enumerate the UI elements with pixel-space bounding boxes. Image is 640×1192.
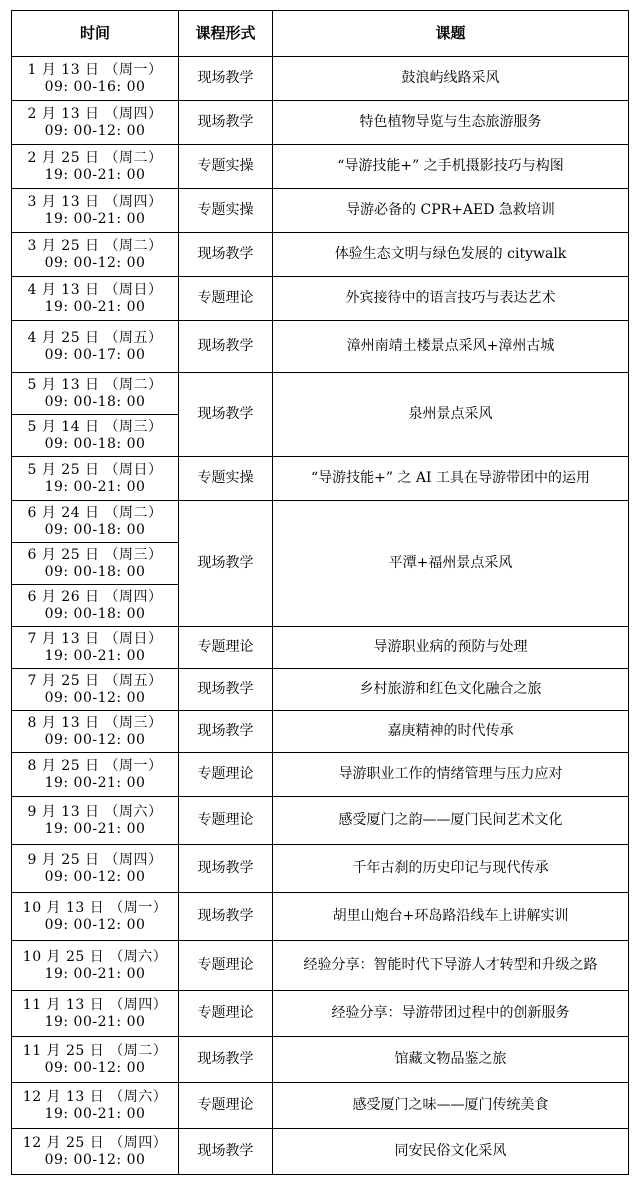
topic-cell: 胡里山炮台+环岛路沿线车上讲解实训: [273, 893, 629, 941]
topic-cell: “导游技能+” 之手机摄影技巧与构图: [273, 145, 629, 189]
date-cell: 11 月 13 日 （周四） 19: 00-21: 00: [12, 991, 179, 1037]
date-cell: 9 月 25 日 （周四） 09: 00-12: 00: [12, 845, 179, 893]
date-cell: 10 月 25 日 （周六） 19: 00-21: 00: [12, 941, 179, 991]
date-cell: 12 月 13 日 （周六） 19: 00-21: 00: [12, 1083, 179, 1129]
format-cell: 专题实操: [179, 457, 273, 501]
format-cell: 专题理论: [179, 753, 273, 797]
table-row: [12, 373, 629, 415]
date-cell: 6 月 25 日 （周三） 09: 00-18: 00: [12, 543, 179, 585]
topic-cell: 千年古刹的历史印记与现代传承: [273, 845, 629, 893]
date-cell: 2 月 25 日 （周二） 19: 00-21: 00: [12, 145, 179, 189]
date-cell: 4 月 25 日 （周五） 09: 00-17: 00: [12, 321, 179, 373]
table-row: [12, 457, 629, 501]
table-row: [12, 669, 629, 711]
topic-cell: 导游必备的 CPR+AED 急救培训: [273, 189, 629, 233]
format-cell: 现场教学: [179, 711, 273, 753]
date-cell: 12 月 25 日 （周四） 09: 00-12: 00: [12, 1129, 179, 1175]
course-schedule-table: [11, 10, 629, 1175]
table-row: [12, 941, 629, 991]
topic-cell: 乡村旅游和红色文化融合之旅: [273, 669, 629, 711]
format-cell: 专题理论: [179, 797, 273, 845]
date-cell: 5 月 25 日 （周日） 19: 00-21: 00: [12, 457, 179, 501]
format-cell: 现场教学: [179, 1129, 273, 1175]
format-cell: 专题理论: [179, 277, 273, 321]
date-cell: 2 月 13 日 （周四） 09: 00-12: 00: [12, 101, 179, 145]
table-row: [12, 101, 629, 145]
format-cell: 专题实操: [179, 189, 273, 233]
format-cell: 现场教学: [179, 321, 273, 373]
date-cell: 7 月 25 日 （周五） 09: 00-12: 00: [12, 669, 179, 711]
table-row: [12, 1037, 629, 1083]
table-row: [12, 57, 629, 101]
format-cell: 专题理论: [179, 991, 273, 1037]
table-row: [12, 753, 629, 797]
topic-cell: 感受厦门之韵——厦门民间艺术文化: [273, 797, 629, 845]
topic-cell: 导游职业病的预防与处理: [273, 627, 629, 669]
date-cell: 5 月 13 日 （周二） 09: 00-18: 00: [12, 373, 179, 415]
date-cell: 9 月 13 日 （周六） 19: 00-21: 00: [12, 797, 179, 845]
header-time: 时间: [12, 11, 179, 57]
table-row: [12, 189, 629, 233]
format-cell: 专题实操: [179, 145, 273, 189]
date-cell: 7 月 13 日 （周日） 19: 00-21: 00: [12, 627, 179, 669]
date-cell: 8 月 13 日 （周三） 09: 00-12: 00: [12, 711, 179, 753]
format-cell: 专题理论: [179, 1083, 273, 1129]
table-row: [12, 277, 629, 321]
topic-cell: 平潭+福州景点采风: [273, 501, 629, 627]
date-cell: 8 月 25 日 （周一） 19: 00-21: 00: [12, 753, 179, 797]
table-row: [12, 145, 629, 189]
topic-cell: 嘉庚精神的时代传承: [273, 711, 629, 753]
table-row: [12, 1083, 629, 1129]
table-row: [12, 233, 629, 277]
format-cell: 现场教学: [179, 57, 273, 101]
table-row: [12, 501, 629, 543]
format-cell: 现场教学: [179, 501, 273, 627]
date-cell: 4 月 13 日 （周日） 19: 00-21: 00: [12, 277, 179, 321]
header-row: [12, 11, 629, 57]
format-cell: 专题理论: [179, 627, 273, 669]
header-format: 课程形式: [179, 11, 273, 57]
table-row: [12, 711, 629, 753]
topic-cell: “导游技能+” 之 AI 工具在导游带团中的运用: [273, 457, 629, 501]
table-row: [12, 321, 629, 373]
table-row: [12, 845, 629, 893]
format-cell: 现场教学: [179, 1037, 273, 1083]
format-cell: 现场教学: [179, 233, 273, 277]
topic-cell: 感受厦门之味——厦门传统美食: [273, 1083, 629, 1129]
topic-cell: 导游职业工作的情绪管理与压力应对: [273, 753, 629, 797]
table-row: [12, 991, 629, 1037]
topic-cell: 外宾接待中的语言技巧与表达艺术: [273, 277, 629, 321]
table-row: [12, 1129, 629, 1175]
topic-cell: 体验生态文明与绿色发展的 citywalk: [273, 233, 629, 277]
format-cell: 现场教学: [179, 373, 273, 457]
topic-cell: 同安民俗文化采风: [273, 1129, 629, 1175]
topic-cell: 经验分享：导游带团过程中的创新服务: [273, 991, 629, 1037]
date-cell: 11 月 25 日 （周二） 09: 00-12: 00: [12, 1037, 179, 1083]
topic-cell: 特色植物导览与生态旅游服务: [273, 101, 629, 145]
date-cell: 6 月 24 日 （周二） 09: 00-18: 00: [12, 501, 179, 543]
date-cell: 1 月 13 日 （周一） 09: 00-16: 00: [12, 57, 179, 101]
format-cell: 现场教学: [179, 669, 273, 711]
table-row: [12, 797, 629, 845]
table-row: [12, 627, 629, 669]
date-cell: 5 月 14 日 （周三） 09: 00-18: 00: [12, 415, 179, 457]
date-cell: 6 月 26 日 （周四） 09: 00-18: 00: [12, 585, 179, 627]
table-row: [12, 893, 629, 941]
format-cell: 现场教学: [179, 893, 273, 941]
date-cell: 3 月 25 日 （周二） 09: 00-12: 00: [12, 233, 179, 277]
topic-cell: 漳州南靖土楼景点采风+漳州古城: [273, 321, 629, 373]
topic-cell: 馆藏文物品鉴之旅: [273, 1037, 629, 1083]
topic-cell: 经验分享：智能时代下导游人才转型和升级之路: [273, 941, 629, 991]
format-cell: 现场教学: [179, 101, 273, 145]
format-cell: 专题理论: [179, 941, 273, 991]
topic-cell: 泉州景点采风: [273, 373, 629, 457]
date-cell: 10 月 13 日 （周一） 09: 00-12: 00: [12, 893, 179, 941]
topic-cell: 鼓浪屿线路采风: [273, 57, 629, 101]
date-cell: 3 月 13 日 （周四） 19: 00-21: 00: [12, 189, 179, 233]
header-topic: 课题: [273, 11, 629, 57]
format-cell: 现场教学: [179, 845, 273, 893]
